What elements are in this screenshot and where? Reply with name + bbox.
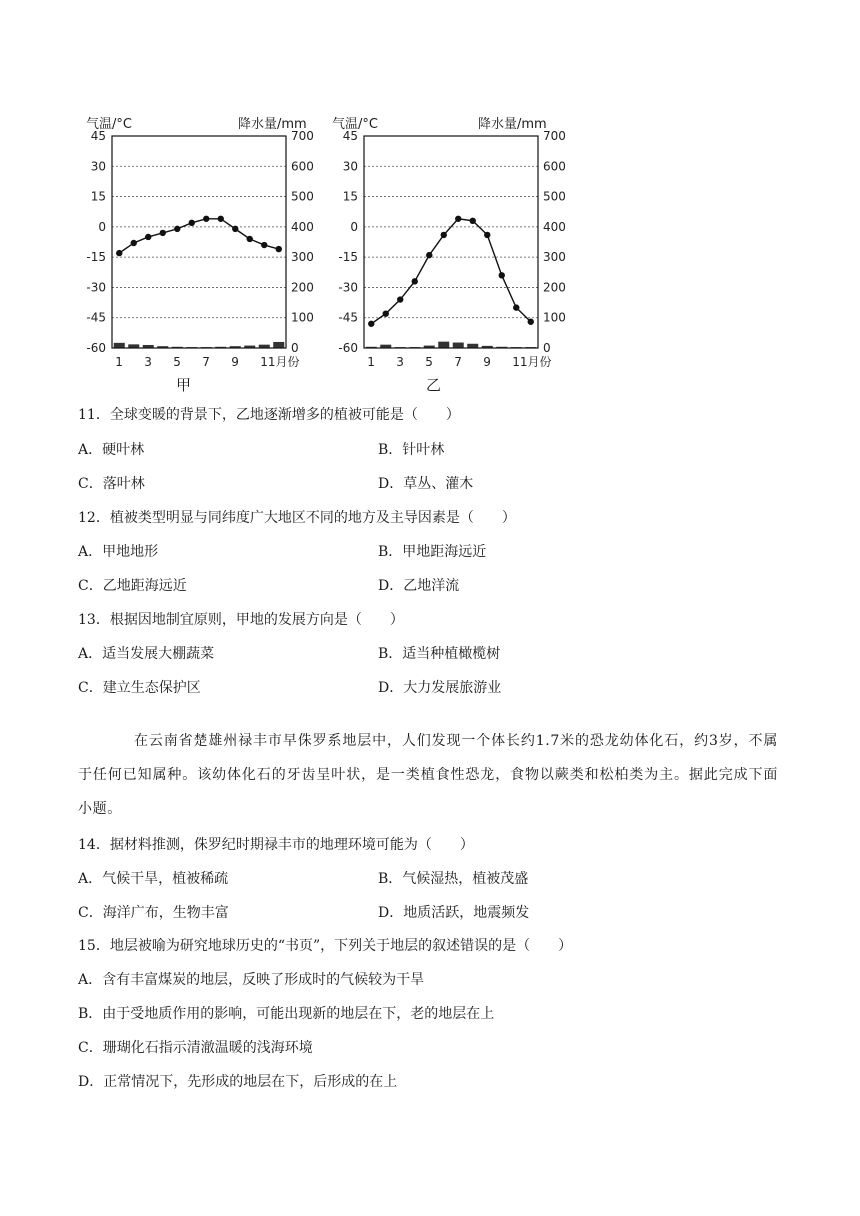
month-tick-label: 11月份 — [260, 355, 300, 369]
temperature-axis-title: 气温/°C — [332, 117, 378, 132]
temperature-point — [261, 242, 267, 248]
temperature-tick-label: 45 — [90, 129, 106, 143]
climate-chart-jia — [78, 108, 338, 398]
climate-chart-jia-svg — [78, 108, 338, 398]
temperature-point — [145, 234, 151, 240]
temperature-tick-label: -30 — [86, 280, 106, 295]
option-12-c[interactable]: C．乙地距海远近 — [78, 578, 187, 594]
question-12-stem: 12．植被类型明显与同纬度广大地区不同的地方及主导因素是（ ） — [78, 510, 516, 526]
question-13-stem: 13．根据因地制宜原则，甲地的发展方向是（ ） — [78, 612, 404, 628]
precipitation-bar — [438, 342, 449, 348]
precipitation-tick-label: 500 — [291, 189, 314, 204]
temperature-tick-label: 0 — [98, 219, 106, 234]
temperature-point — [441, 232, 447, 238]
temperature-point — [218, 216, 224, 222]
question-15-stem: 15．地层被喻为研究地球历史的“书页”，下列关于地层的叙述错误的是（ ） — [78, 938, 573, 954]
option-15-a[interactable]: A．含有丰富煤炭的地层，反映了形成时的气候较为干旱 — [78, 972, 425, 988]
temperature-point — [528, 319, 534, 325]
temperature-tick-label: 15 — [90, 189, 106, 204]
temperature-point — [174, 226, 180, 232]
precipitation-axis-title: 降水量/mm — [238, 117, 307, 132]
option-13-b[interactable]: B．适当种植橄榄树 — [378, 646, 501, 662]
precipitation-tick-label: 100 — [291, 310, 314, 325]
precipitation-bar — [467, 344, 478, 348]
month-tick-label: 5 — [425, 355, 433, 369]
precipitation-tick-label: 400 — [543, 219, 566, 234]
temperature-tick-label: 30 — [90, 159, 106, 174]
temperature-tick-label: 0 — [350, 219, 358, 234]
month-tick-label: 11月份 — [512, 355, 552, 369]
precipitation-tick-label: 600 — [543, 159, 566, 174]
precipitation-tick-label: 400 — [291, 219, 314, 234]
temperature-point — [499, 272, 505, 278]
option-11-a[interactable]: A．硬叶林 — [78, 442, 145, 458]
month-tick-label: 1 — [115, 355, 123, 369]
temperature-point — [397, 296, 403, 302]
temperature-point — [368, 321, 374, 327]
temperature-axis-title: 气温/°C — [86, 117, 132, 132]
month-tick-label: 3 — [144, 355, 152, 369]
temperature-line — [119, 219, 279, 253]
month-tick-label: 5 — [173, 355, 181, 369]
precipitation-tick-label: 700 — [291, 129, 314, 143]
plot-frame — [364, 136, 538, 348]
plot-frame — [112, 136, 286, 348]
temperature-point — [247, 236, 253, 242]
chart-label-jia: 甲 — [176, 376, 192, 394]
temperature-point — [131, 240, 137, 246]
option-13-d[interactable]: D．大力发展旅游业 — [378, 680, 502, 696]
temperature-point — [203, 216, 209, 222]
chart-label-yi: 乙 — [426, 376, 442, 394]
month-tick-label: 9 — [483, 355, 491, 369]
precipitation-bar — [114, 343, 125, 348]
temperature-tick-label: -60 — [338, 341, 358, 355]
month-tick-label: 7 — [454, 355, 462, 369]
temperature-tick-label: 30 — [342, 159, 358, 174]
option-14-c[interactable]: C．海洋广布，生物丰富 — [78, 905, 229, 921]
precipitation-tick-label: 300 — [291, 250, 314, 265]
question-11-stem: 11．全球变暖的背景下，乙地逐渐增多的植被可能是（ ） — [78, 407, 460, 423]
precipitation-tick-label: 0 — [543, 341, 551, 355]
precipitation-tick-label: 600 — [291, 159, 314, 174]
temperature-tick-label: -45 — [86, 310, 106, 325]
temperature-point — [232, 226, 238, 232]
option-15-d[interactable]: D．正常情况下，先形成的地层在下，后形成的在上 — [78, 1074, 398, 1090]
option-12-b[interactable]: B．甲地距海远近 — [378, 544, 487, 560]
option-11-d[interactable]: D．草丛、灌木 — [378, 476, 474, 492]
option-11-b[interactable]: B．针叶林 — [378, 442, 445, 458]
temperature-line — [371, 219, 531, 324]
temperature-tick-label: -30 — [338, 280, 358, 295]
temperature-point — [470, 218, 476, 224]
precipitation-tick-label: 0 — [291, 341, 299, 355]
option-14-d[interactable]: D．地质活跃，地震频发 — [378, 905, 530, 921]
temperature-point — [426, 252, 432, 258]
temperature-tick-label: -15 — [86, 250, 106, 265]
precipitation-tick-label: 200 — [291, 280, 314, 295]
question-14-stem: 14．据材料推测，侏罗纪时期禄丰市的地理环境可能为（ ） — [78, 837, 474, 853]
month-tick-label: 9 — [231, 355, 239, 369]
option-14-b[interactable]: B．气候湿热，植被茂盛 — [378, 871, 529, 887]
option-15-c[interactable]: C．珊瑚化石指示清澈温暖的浅海环境 — [78, 1040, 313, 1056]
option-15-b[interactable]: B．由于受地质作用的影响，可能出现新的地层在下，老的地层在上 — [78, 1006, 495, 1022]
climate-chart-yi-svg — [330, 108, 590, 398]
temperature-point — [484, 232, 490, 238]
option-13-a[interactable]: A．适当发展大棚蔬菜 — [78, 646, 215, 662]
temperature-point — [513, 304, 519, 310]
temperature-point — [455, 216, 461, 222]
temperature-point — [276, 246, 282, 252]
temperature-point — [412, 278, 418, 284]
precipitation-tick-label: 700 — [543, 129, 566, 143]
option-12-a[interactable]: A．甲地地形 — [78, 544, 159, 560]
temperature-tick-label: -15 — [338, 250, 358, 265]
precipitation-bar — [273, 342, 284, 348]
precipitation-tick-label: 500 — [543, 189, 566, 204]
month-tick-label: 3 — [396, 355, 404, 369]
temperature-point — [116, 250, 122, 256]
precipitation-bar — [453, 343, 464, 348]
precipitation-axis-title: 降水量/mm — [478, 117, 547, 132]
precipitation-tick-label: 200 — [543, 280, 566, 295]
option-13-c[interactable]: C．建立生态保护区 — [78, 680, 201, 696]
temperature-tick-label: 15 — [342, 189, 358, 204]
option-12-d[interactable]: D．乙地洋流 — [378, 578, 460, 594]
temperature-tick-label: -60 — [86, 341, 106, 355]
reading-passage: 在云南省楚雄州禄丰市早侏罗系地层中，人们发现一个体长约1.7米的恐龙幼体化石，约3岁，不属于任何已知属种。该幼体化石的牙齿呈叶状，是一类植食性恐龙，食物以蕨类和松柏类为主。据此完成下面小题。 — [78, 733, 778, 817]
climate-chart-yi — [330, 108, 590, 398]
temperature-tick-label: 45 — [342, 129, 358, 143]
precipitation-tick-label: 300 — [543, 250, 566, 265]
option-11-c[interactable]: C．落叶林 — [78, 476, 145, 492]
precipitation-tick-label: 100 — [543, 310, 566, 325]
month-tick-label: 1 — [367, 355, 375, 369]
month-tick-label: 7 — [202, 355, 210, 369]
temperature-tick-label: -45 — [338, 310, 358, 325]
option-14-a[interactable]: A．气候干旱，植被稀疏 — [78, 871, 229, 887]
temperature-point — [160, 230, 166, 236]
temperature-point — [189, 220, 195, 226]
temperature-point — [383, 310, 389, 316]
